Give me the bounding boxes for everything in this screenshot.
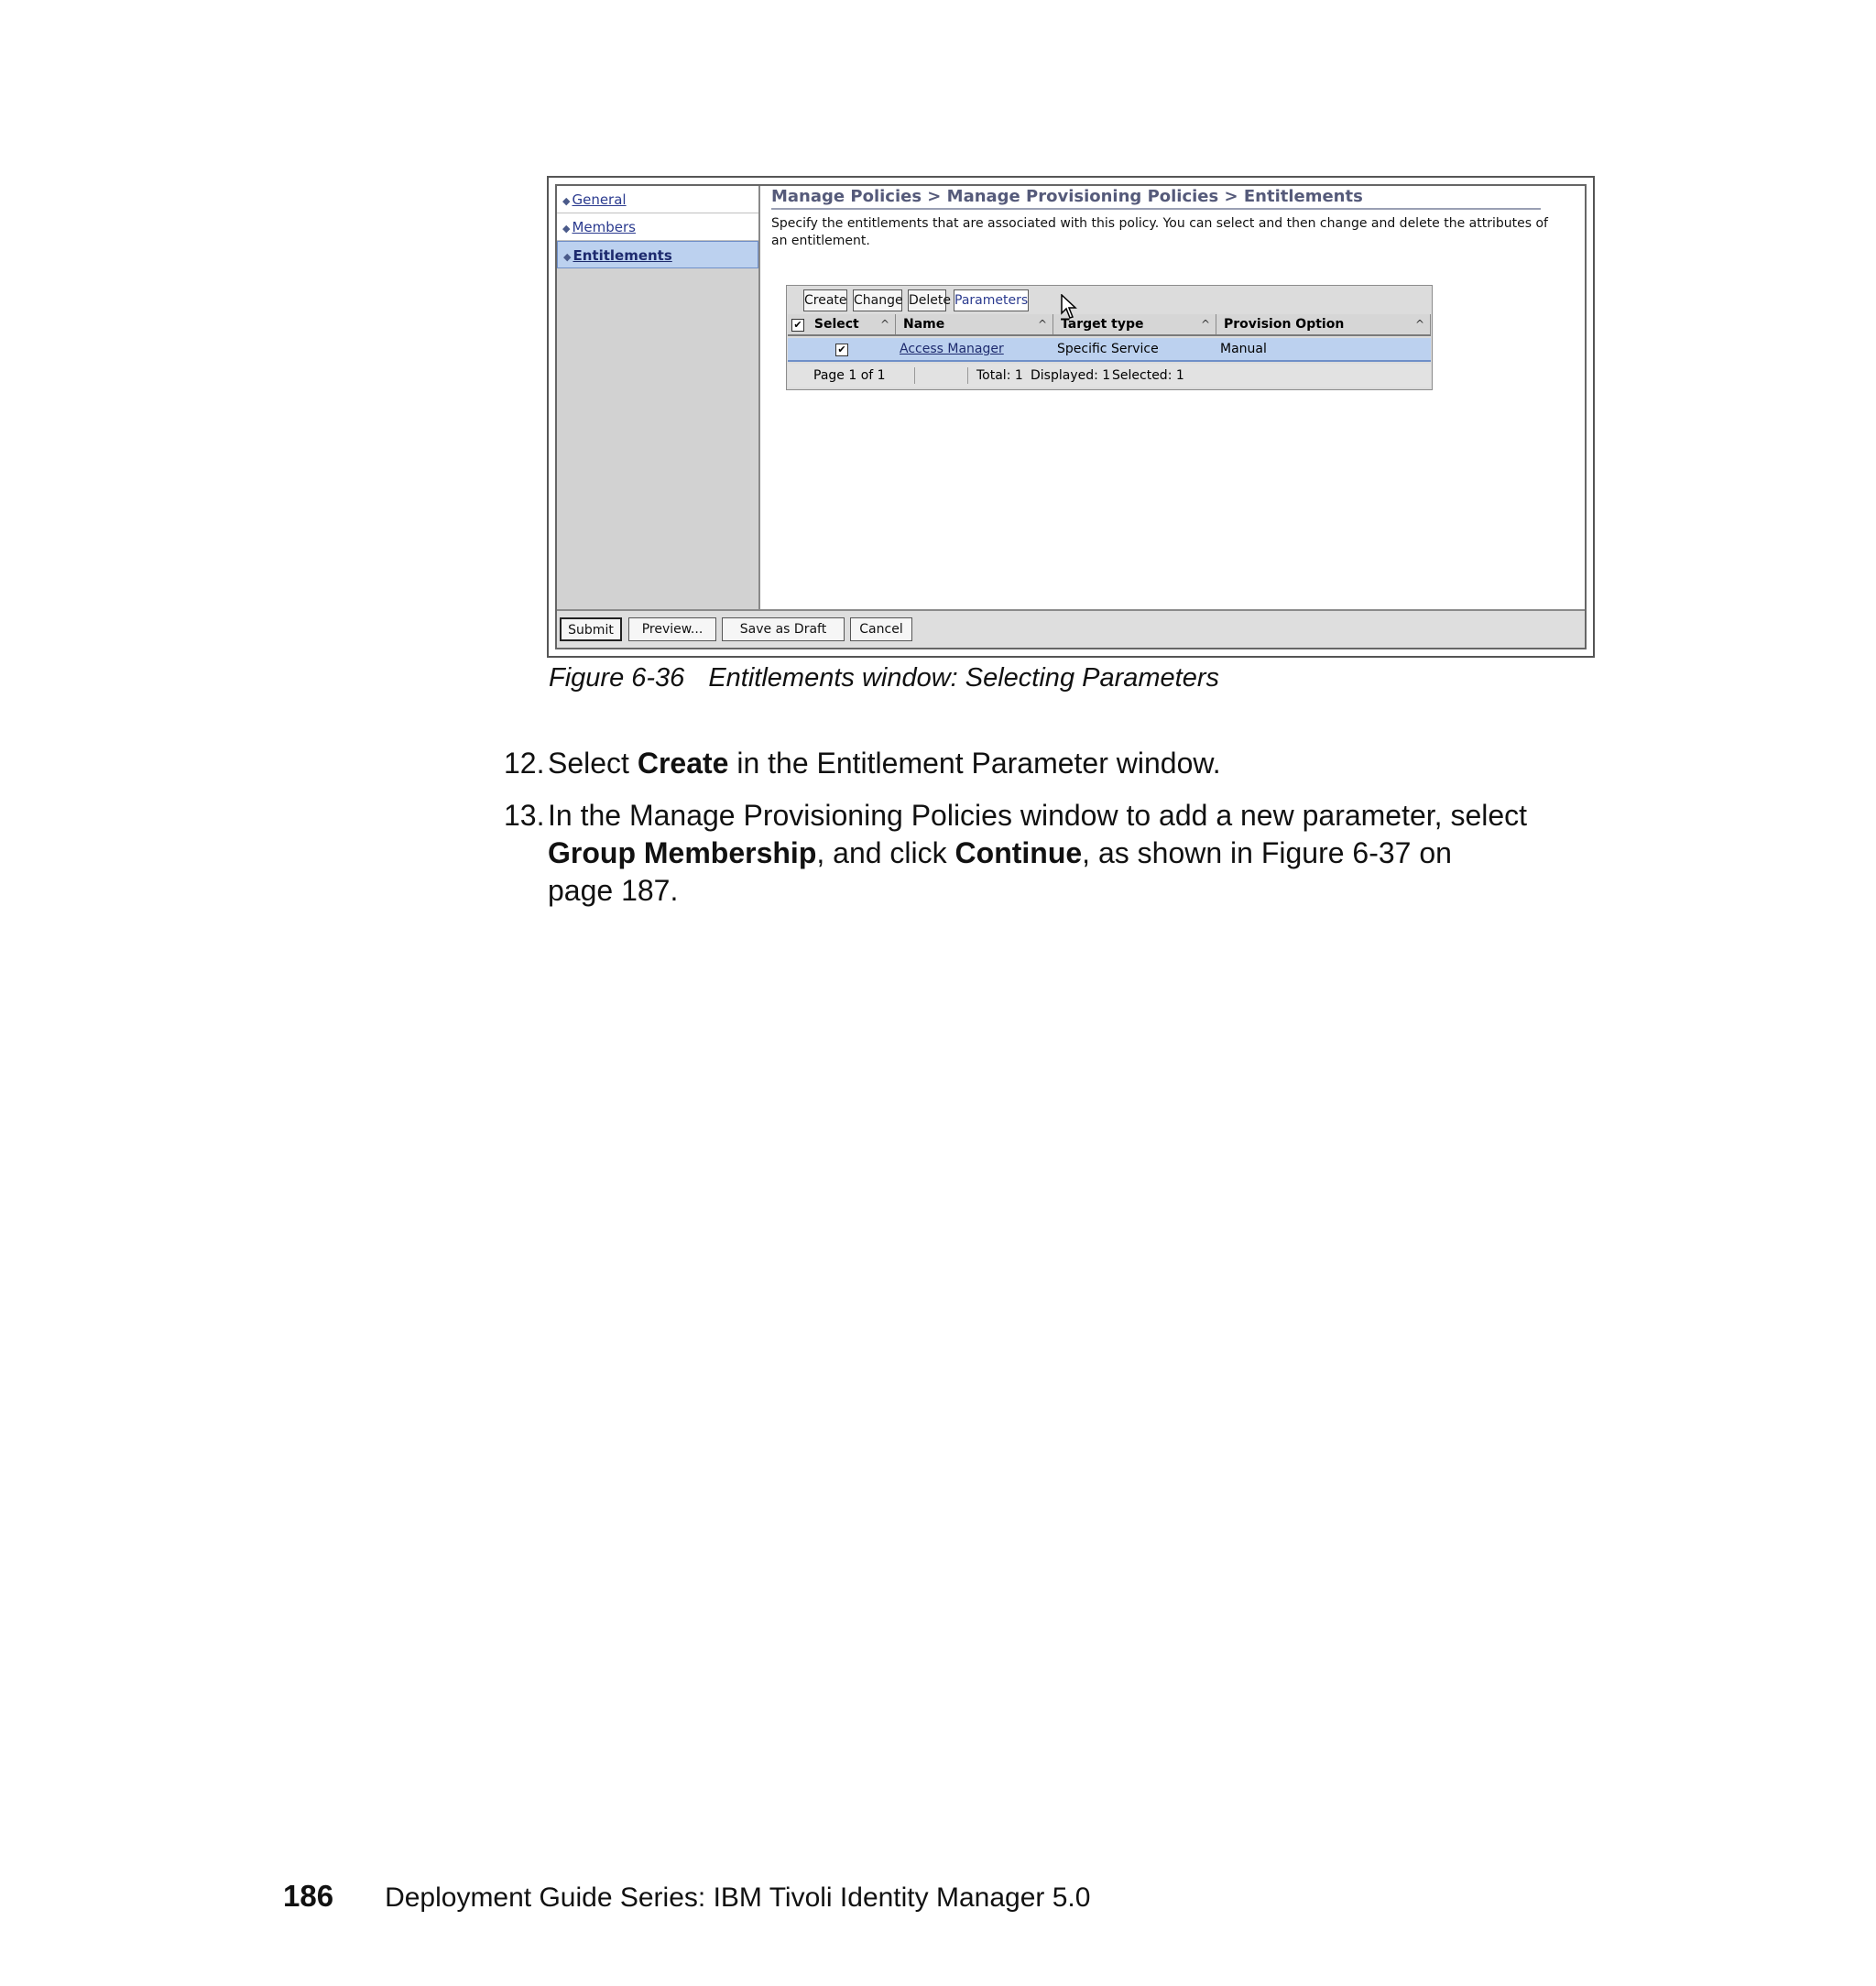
column-label: Name: [903, 317, 945, 332]
row-checkbox[interactable]: ✔: [835, 344, 848, 356]
step-text: Select: [548, 747, 638, 780]
sort-icon[interactable]: ^: [879, 318, 889, 331]
row-name-cell: [896, 338, 1053, 360]
parameters-button[interactable]: Parameters: [954, 289, 1029, 311]
column-label: Provision Option: [1224, 317, 1345, 332]
left-nav: [557, 186, 760, 609]
step-13: [504, 797, 1601, 910]
step-text: , as shown in Figure 6-37 on: [1082, 836, 1452, 869]
sort-icon[interactable]: ^: [1414, 318, 1424, 331]
pager-selected: Selected: 1: [1112, 368, 1184, 383]
select-all-checkbox[interactable]: ✔: [791, 319, 804, 332]
nav-item-entitlements[interactable]: [557, 241, 758, 268]
step-bold: Group Membership: [548, 836, 817, 869]
pager-separator: [914, 367, 915, 384]
delete-button[interactable]: Delete: [908, 289, 946, 311]
breadcrumb: Manage Policies > Manage Provisioning Policies > Entitlements: [771, 187, 1541, 210]
step-text: In the Manage Provisioning Policies window to add a new parameter, select: [548, 799, 1528, 832]
step-line: [548, 797, 1601, 835]
page-description: Specify the entitlements that are associated with this policy. You can select and then change and delete the attributes of an entitlement.: [771, 216, 1548, 248]
column-label: Select: [813, 317, 859, 332]
column-label: Target type: [1061, 317, 1144, 332]
mouse-pointer-icon: [1061, 294, 1079, 320]
book-title: Deployment Guide Series: IBM Tivoli Identity Manager 5.0: [385, 1882, 1091, 1913]
column-select[interactable]: [788, 314, 896, 334]
sort-icon[interactable]: ^: [1037, 318, 1047, 331]
pager-separator: [967, 367, 968, 384]
step-number: 12.: [504, 747, 545, 780]
nav-bullet-icon: ◆: [563, 251, 572, 263]
page-footer: [283, 1879, 1090, 1914]
pager-total: Total: 1: [976, 368, 1023, 383]
row-select-cell: [832, 338, 868, 360]
change-button[interactable]: Change: [853, 289, 902, 311]
save-as-draft-button[interactable]: Save as Draft: [722, 617, 845, 641]
create-button[interactable]: Create: [803, 289, 847, 311]
row-target-type-cell: Specific Service: [1057, 342, 1159, 356]
step-line: [548, 872, 1601, 910]
nav-item-members[interactable]: [557, 213, 758, 241]
nav-item-general[interactable]: [557, 186, 758, 213]
form-footer: [557, 609, 1585, 648]
step-bold: Continue: [954, 836, 1083, 869]
entitlements-table: [786, 285, 1433, 390]
sort-icon[interactable]: ^: [1200, 318, 1210, 331]
step-text: , and click: [816, 836, 955, 869]
table-pager: [788, 364, 1431, 387]
preview-button[interactable]: Preview...: [628, 617, 716, 641]
figure-title: Entitlements window: Selecting Parameters: [708, 663, 1220, 693]
nav-item-label[interactable]: Entitlements: [573, 247, 672, 264]
nav-item-label[interactable]: Members: [572, 219, 636, 235]
pager-displayed: Displayed: 1: [1031, 368, 1111, 383]
submit-button[interactable]: Submit: [560, 617, 622, 641]
step-text: in the Entitlement Parameter window.: [728, 747, 1221, 780]
step-number: 13.: [504, 799, 545, 832]
figure-caption: [549, 663, 1219, 693]
table-header: [788, 314, 1431, 336]
column-provision-option[interactable]: [1216, 314, 1431, 334]
step-text: page 187.: [548, 874, 679, 907]
figure-screenshot: [547, 176, 1595, 658]
main-content: [760, 186, 1585, 609]
nav-item-label[interactable]: General: [572, 191, 627, 208]
entitlement-name-link[interactable]: Access Manager: [900, 342, 1004, 356]
cancel-button[interactable]: Cancel: [850, 617, 912, 641]
nav-bullet-icon: ◆: [562, 223, 571, 235]
step-line: [548, 835, 1601, 872]
column-name[interactable]: [896, 314, 1053, 334]
page-number: 186: [283, 1879, 334, 1913]
table-row[interactable]: [788, 338, 1431, 362]
row-provision-option-cell: Manual: [1220, 342, 1267, 356]
pager-page: Page 1 of 1: [813, 368, 886, 383]
step-bold: Create: [637, 747, 729, 780]
step-12: [504, 745, 1601, 782]
figure-number: Figure 6-36: [549, 663, 685, 693]
nav-bullet-icon: ◆: [562, 195, 571, 207]
app-window: [555, 184, 1587, 649]
